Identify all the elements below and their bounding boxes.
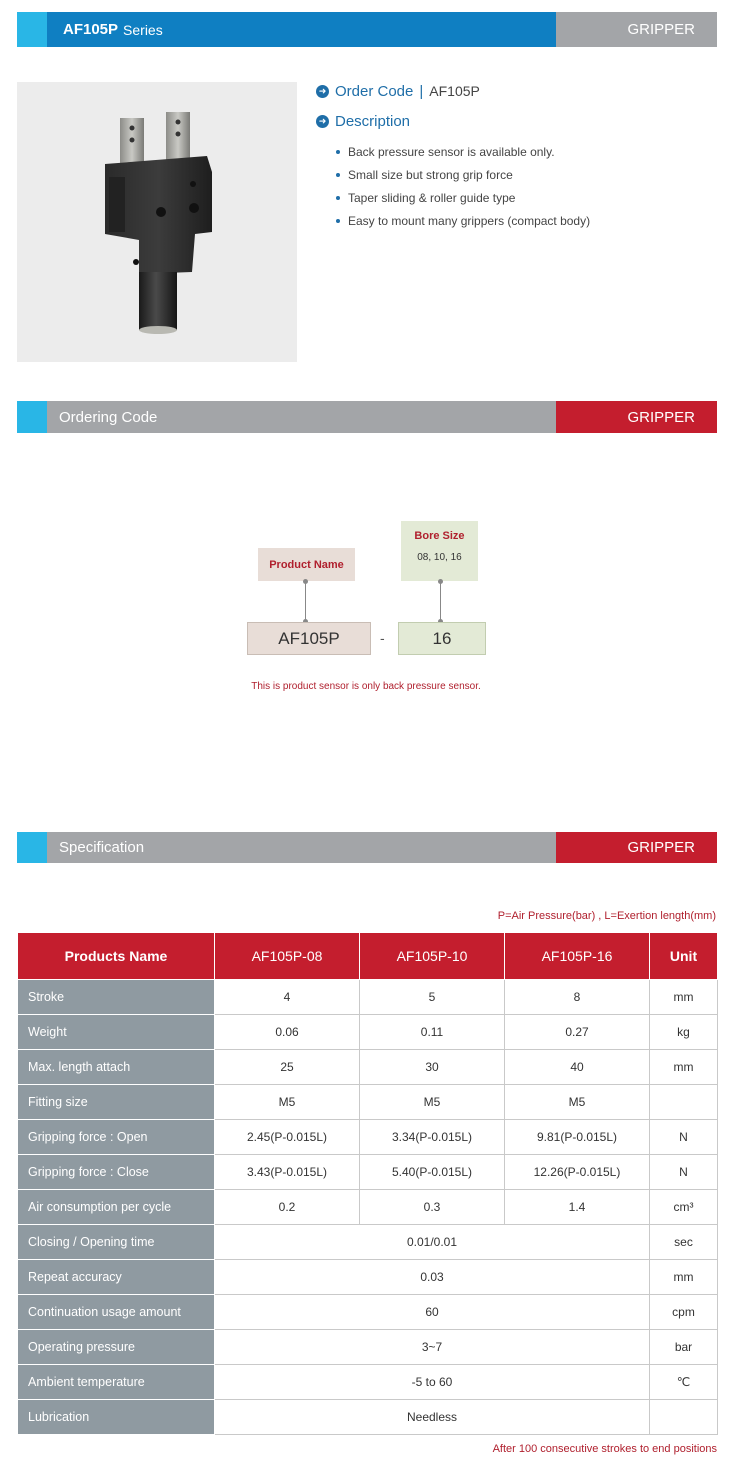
unit-cell (650, 1085, 718, 1120)
column-header: Unit (650, 933, 718, 980)
order-code-value: AF105P (429, 83, 480, 99)
table-row (18, 980, 718, 1015)
spec-accent (17, 832, 47, 863)
table-cell: 5 (360, 980, 505, 1015)
table-row (18, 1050, 718, 1085)
table-cell: 0.3 (360, 1190, 505, 1225)
model-name: AF105P (63, 21, 119, 38)
series-title (47, 12, 556, 47)
spec-footnote: After 100 consecutive strokes to end positions (492, 1443, 717, 1455)
table-cell: 4 (215, 980, 360, 1015)
table-row (18, 1330, 718, 1365)
connector-line (440, 581, 441, 622)
table-cell: 0.2 (215, 1190, 360, 1225)
series-label: Series (123, 21, 163, 38)
row-label: Ambient temperature (18, 1365, 215, 1400)
unit-cell (650, 1400, 718, 1435)
connector-dot (438, 579, 443, 584)
table-cell: 0.11 (360, 1015, 505, 1050)
column-header: AF105P-08 (215, 933, 360, 980)
row-label: Continuation usage amount (18, 1295, 215, 1330)
description-item: Small size but strong grip force (336, 163, 716, 186)
bullet-icon (336, 173, 340, 177)
table-cell: 3.34(P-0.015L) (360, 1120, 505, 1155)
row-label: Gripping force : Open (18, 1120, 215, 1155)
unit-cell: ℃ (650, 1365, 718, 1400)
row-label: Closing / Opening time (18, 1225, 215, 1260)
table-row (18, 1365, 718, 1400)
bullet-icon (336, 219, 340, 223)
unit-cell: sec (650, 1225, 718, 1260)
table-row (18, 1120, 718, 1155)
specification-title: Specification (47, 832, 556, 863)
table-cell: 0.03 (215, 1260, 650, 1295)
table-cell: -5 to 60 (215, 1365, 650, 1400)
arrow-circle-icon: ➜ (316, 85, 329, 98)
table-cell: 60 (215, 1295, 650, 1330)
table-row (18, 1260, 718, 1295)
row-label: Operating pressure (18, 1330, 215, 1365)
series-header-bar (17, 12, 717, 47)
table-row (18, 1225, 718, 1260)
table-cell: 9.81(P-0.015L) (505, 1120, 650, 1155)
bore-size-label (401, 521, 478, 581)
header-accent (17, 12, 47, 47)
table-row (18, 1400, 718, 1435)
connector-line (305, 581, 306, 622)
table-cell: 3.43(P-0.015L) (215, 1155, 360, 1190)
row-label: Stroke (18, 980, 215, 1015)
bore-size-options: 08, 10, 16 (417, 552, 462, 563)
description-item: Taper sliding & roller guide type (336, 186, 716, 209)
table-cell: M5 (215, 1085, 360, 1120)
table-cell: 12.26(P-0.015L) (505, 1155, 650, 1190)
product-photo (17, 82, 297, 362)
table-row (18, 1190, 718, 1225)
gripper-product-image (17, 82, 297, 362)
ordering-code-title: Ordering Code (47, 401, 556, 433)
spec-category-tag: GRIPPER (556, 832, 717, 863)
row-label: Repeat accuracy (18, 1260, 215, 1295)
product-code-box: AF105P (247, 622, 371, 655)
row-label: Weight (18, 1015, 215, 1050)
table-cell: 0.01/0.01 (215, 1225, 650, 1260)
table-cell: 0.06 (215, 1015, 360, 1050)
order-code-line (316, 80, 716, 102)
unit-cell: mm (650, 1260, 718, 1295)
table-cell: 3~7 (215, 1330, 650, 1365)
description-item: Back pressure sensor is available only. (336, 140, 716, 163)
unit-cell: bar (650, 1330, 718, 1365)
table-cell: Needless (215, 1400, 650, 1435)
table-header-row (18, 933, 718, 980)
arrow-circle-icon: ➜ (316, 115, 329, 128)
row-label: Air consumption per cycle (18, 1190, 215, 1225)
unit-cell: mm (650, 1050, 718, 1085)
sensor-note: This is product sensor is only back pressure sensor. (251, 681, 481, 692)
bore-size-title: Bore Size (414, 530, 465, 542)
table-cell: M5 (360, 1085, 505, 1120)
ordering-category-tag: GRIPPER (556, 401, 717, 433)
table-cell: 40 (505, 1050, 650, 1085)
table-cell: 25 (215, 1050, 360, 1085)
category-tag: GRIPPER (556, 12, 717, 47)
bore-code-box: 16 (398, 622, 486, 655)
row-label: Fitting size (18, 1085, 215, 1120)
unit-cell: cpm (650, 1295, 718, 1330)
table-cell: 30 (360, 1050, 505, 1085)
column-header: AF105P-16 (505, 933, 650, 980)
description-item: Easy to mount many grippers (compact body) (336, 209, 716, 232)
unit-cell: N (650, 1155, 718, 1190)
column-header: Products Name (18, 933, 215, 980)
unit-cell: N (650, 1120, 718, 1155)
table-row (18, 1155, 718, 1190)
product-info (316, 80, 716, 232)
row-label: Lubrication (18, 1400, 215, 1435)
unit-cell: kg (650, 1015, 718, 1050)
table-cell: 8 (505, 980, 650, 1015)
unit-cell: cm³ (650, 1190, 718, 1225)
specification-bar (17, 832, 717, 863)
specification-table (17, 932, 718, 1435)
row-label: Max. length attach (18, 1050, 215, 1085)
description-label: Description (335, 112, 411, 130)
table-cell: 1.4 (505, 1190, 650, 1225)
spec-legend: P=Air Pressure(bar) , L=Exertion length(mm) (497, 910, 716, 922)
table-row (18, 1015, 718, 1050)
connector-dot (303, 579, 308, 584)
bullet-icon (336, 150, 340, 154)
row-label: Gripping force : Close (18, 1155, 215, 1190)
order-code-separator: | (419, 82, 424, 100)
code-dash: - (380, 630, 385, 646)
bullet-icon (336, 196, 340, 200)
product-name-label: Product Name (258, 548, 355, 581)
table-cell: 5.40(P-0.015L) (360, 1155, 505, 1190)
description-heading-line (316, 110, 716, 132)
table-cell: 0.27 (505, 1015, 650, 1050)
description-list (336, 140, 716, 232)
ordering-code-bar (17, 401, 717, 433)
table-cell: M5 (505, 1085, 650, 1120)
order-code-label: Order Code (335, 82, 414, 100)
table-row (18, 1085, 718, 1120)
unit-cell: mm (650, 980, 718, 1015)
column-header: AF105P-10 (360, 933, 505, 980)
table-cell: 2.45(P-0.015L) (215, 1120, 360, 1155)
ordering-accent (17, 401, 47, 433)
table-row (18, 1295, 718, 1330)
